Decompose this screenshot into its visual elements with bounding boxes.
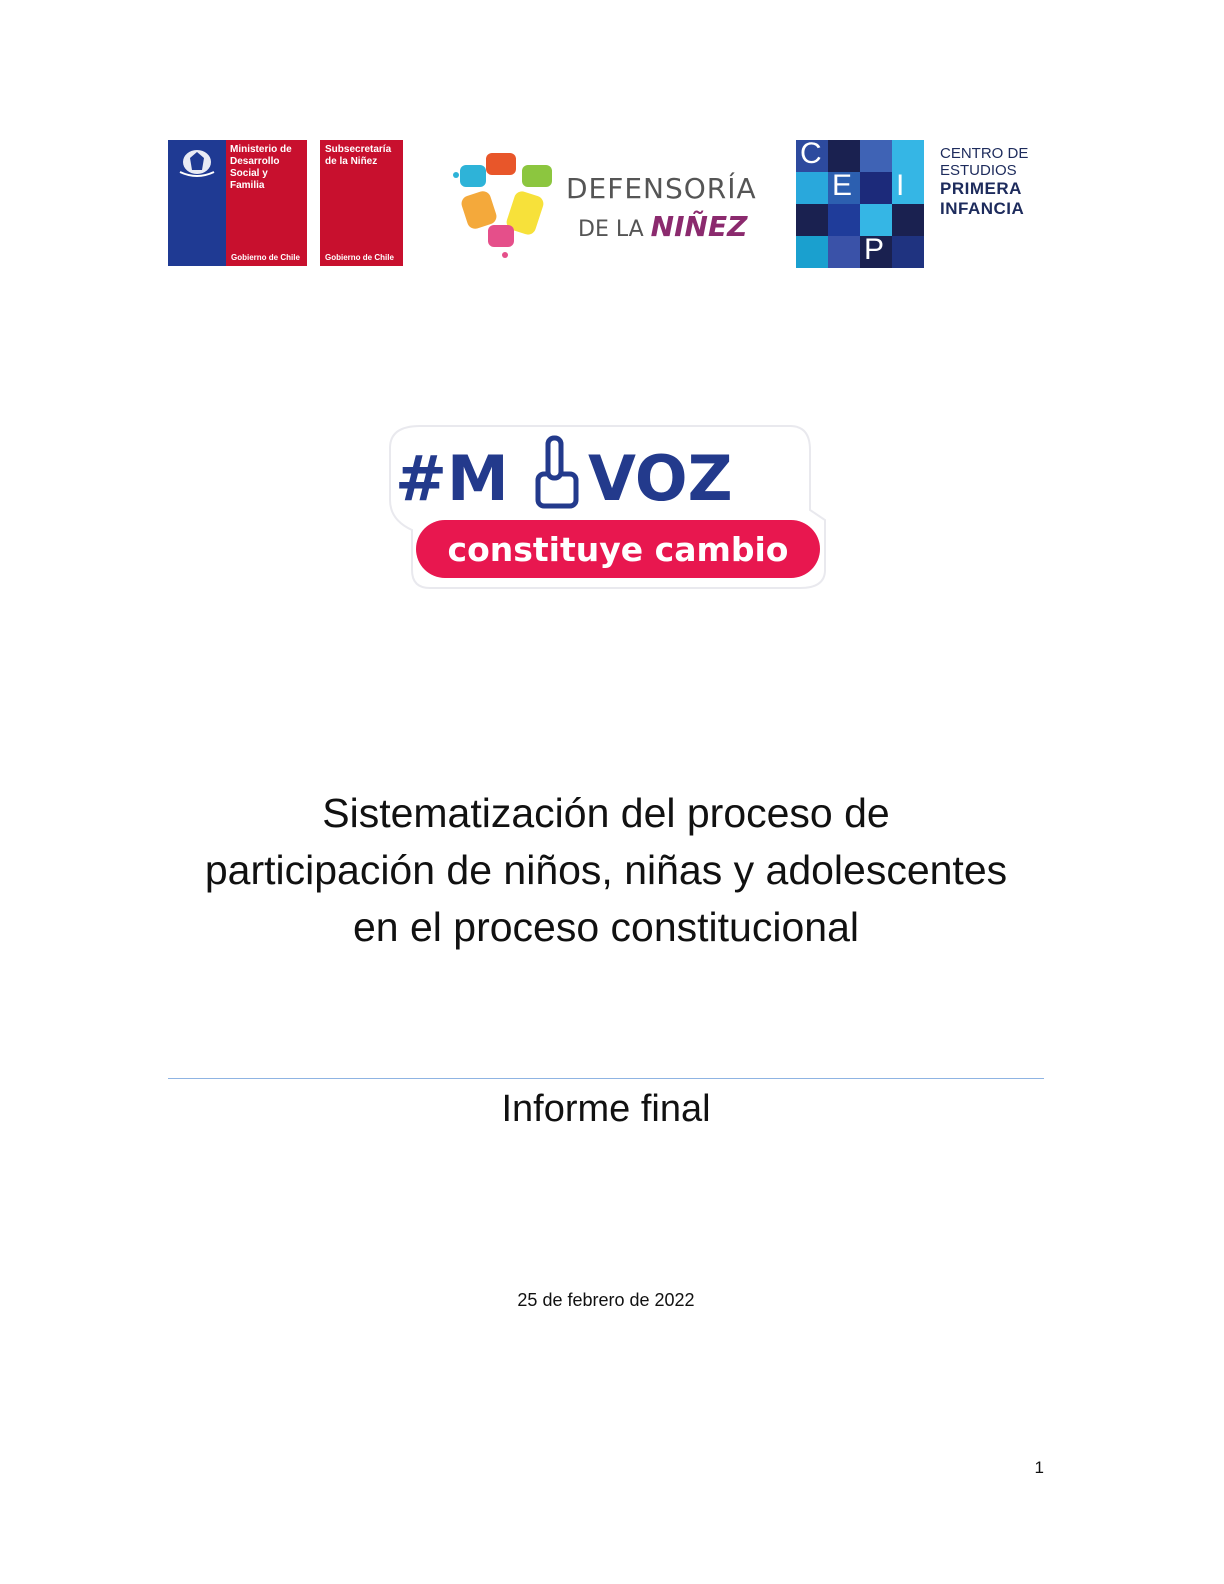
document-subtitle: Informe final [501,1088,711,1130]
ceip-letter-i: I [896,169,905,202]
mivoz-tagline: constituye cambio [447,530,789,569]
ceip-letter-p: P [864,233,885,266]
ceip-line1: CENTRO DE [940,145,1029,162]
defensoria-de-la: DE LA [578,217,644,242]
title-line-3: en el proceso constitucional [353,904,859,950]
ceip-line3: PRIMERA [940,179,1022,198]
ministerio-logo-blue [168,140,226,266]
page-number: 1 [1034,1458,1044,1477]
defensoria-subline [578,210,747,243]
document-date: 25 de febrero de 2022 [517,1290,695,1310]
title-divider [168,1078,1044,1079]
ceip-line2: ESTUDIOS [940,162,1017,179]
defensoria-emblem-icon [450,145,560,260]
mivoz-voz: VOZ [588,442,733,515]
mivoz-hashtag-m: #M [395,442,509,515]
ministerio-name: Ministerio de Desarrollo Social y Familia [230,144,292,191]
ceip-wordmark [940,145,1028,219]
gobierno-label: Gobierno de Chile [325,253,394,262]
coat-of-arms-icon [168,140,226,190]
subsecretaria-name: Subsecretaría de la Niñez [325,144,392,167]
ceip-letter-e: E [832,169,853,202]
defensoria-word: DEFENSORÍA [566,172,757,205]
ministerio-logo [226,140,307,266]
defensoria-ninez: NIÑEZ [650,210,748,243]
title-line-1: Sistematización del proceso de [322,790,890,836]
subsecretaria-logo [320,140,403,266]
ceip-line4: INFANCIA [940,199,1025,218]
mivoz-logo [380,420,830,592]
document-title [150,785,1062,956]
title-line-2: participación de niños, niñas y adolescentes [204,847,1008,893]
ceip-letter-c: C [800,137,822,170]
gobierno-label: Gobierno de Chile [231,253,300,262]
ceip-logo-grid [796,137,924,268]
